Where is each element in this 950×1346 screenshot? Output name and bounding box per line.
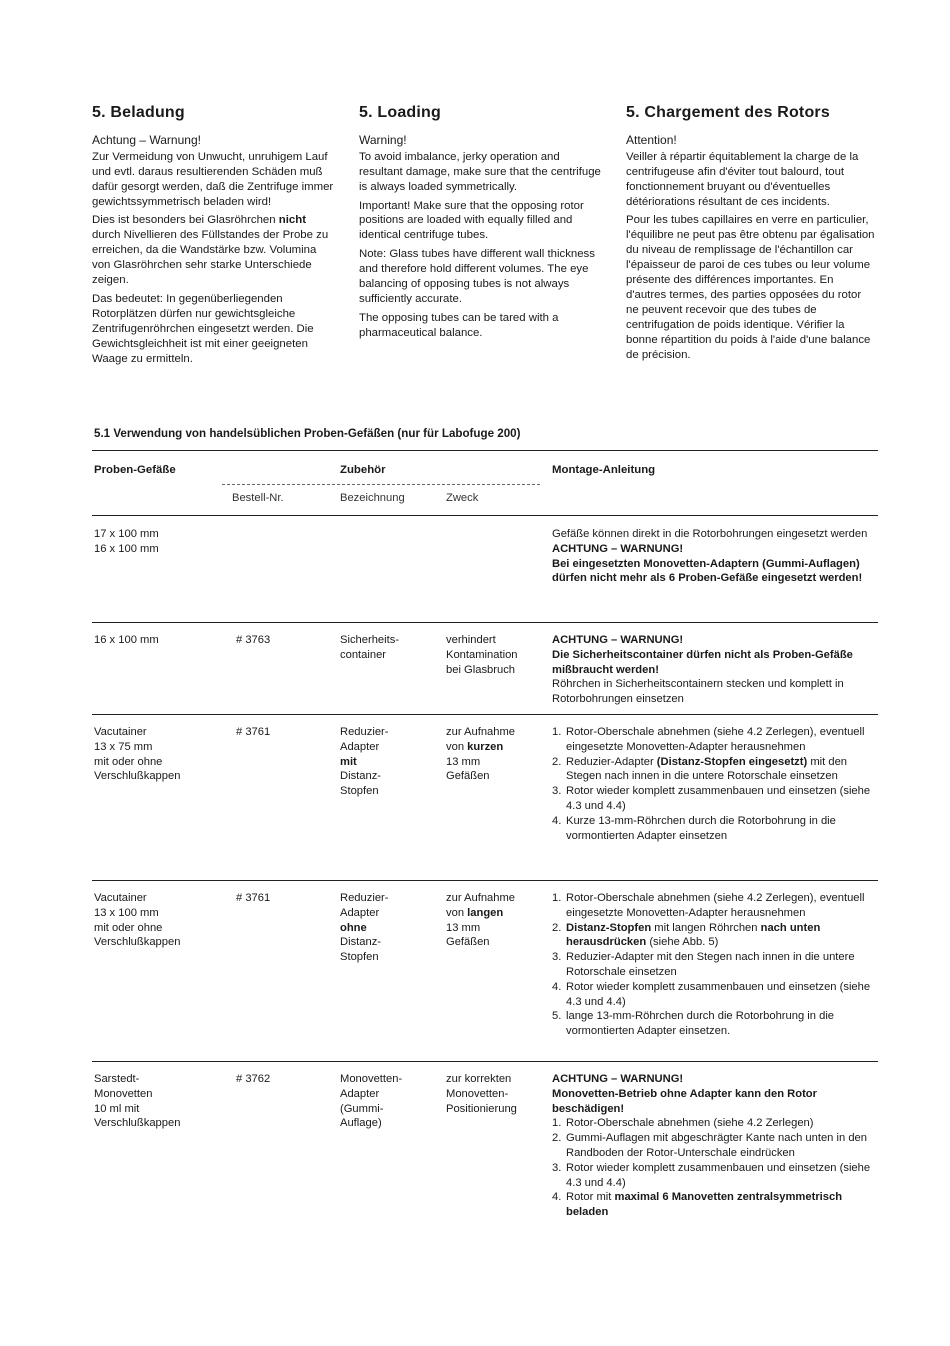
row5-step-1: 1. Rotor-Oberschale abnehmen (siehe 4.2 Zerlegen) — [552, 1117, 814, 1130]
english-warning-title: Warning! — [359, 132, 407, 147]
row2-probe: 16 x 100 mm — [94, 634, 159, 646]
row4-step-1: 1. Rotor-Oberschale abnehmen (siehe 4.2 Zerlegen), eventuell eingesetzte Monovetten-Adapter herausnehmen — [552, 892, 865, 919]
header-bottom-rule — [92, 515, 878, 516]
row3-order-number: # 3761 — [236, 726, 271, 738]
table-row-5 — [94, 1072, 878, 1242]
row2-bottom-rule — [92, 714, 878, 715]
german-paragraph-2: Dies ist besonders bei Glasröhrchen nicht durch Nivellieren des Füllstandes der Probe zu erreichen, da die Wandstärke bzw. Volumina von Glasröhrchen sehr starke Unterschiede zeigen. — [92, 214, 329, 287]
row4-step-4: 4. Rotor wieder komplett zusammenbauen und einsetzen (siehe 4.3 und 4.4) — [552, 980, 871, 1008]
german-heading: 5. Beladung — [92, 104, 185, 121]
row2-bezeichnung: Sicherheits- container — [340, 634, 400, 661]
row5-step-3: 3. Rotor wieder komplett zusammenbauen und einsetzen (siehe 4.3 und 4.4) — [552, 1161, 871, 1189]
german-paragraph-3: Das bedeutet: In gegenüberliegenden Rotorplätzen dürfen nur gewichtsgleiche Zentrifugenröhrchen eingesetzt werden. Die Gewichtsgleichheit ist mit einer geeigneten Waage zu ermitteln. — [92, 292, 314, 365]
english-paragraph-4: The opposing tubes can be tared with a pharmaceutical balance. — [359, 311, 559, 339]
german-paragraph-1: Zur Vermeidung von Unwucht, unruhigem Lauf und evtl. daraus resultierenden Schäden muß dafür gesorgt werden, daß die Zentrifuge immer gewichtssymmetrisch beladen wird! — [92, 150, 334, 208]
row2-order-number: # 3763 — [236, 634, 271, 646]
row5-montage: ACHTUNG – WARNUNG! Monovetten-Betrieb ohne Adapter kann den Rotor beschädigen! 1. Rotor-Oberschale abnehmen (siehe 4.2 Zerlegen) 2. Gummi-Auflagen mit abgeschrägter Kante nach unten in den Randboden der Rotor-Unterschale eindrücken 3. Rotor wieder komplett zusammenbauen und einsetzen (siehe 4.3 und 4.4) 4. Rotor mit maximal 6 Manovetten zentralsymmetrisch beladen — [552, 1072, 882, 1220]
table-top-rule — [92, 450, 878, 451]
french-paragraph-1: Veiller à répartir équitablement la charge de la centrifugeuse afin d'éviter tout balourd, tout fonctionnement bruyant ou d'éventuelles détériorations résultant de ces incidents. — [626, 150, 859, 208]
header-montage: Montage-Anleitung — [552, 464, 656, 476]
row5-order-number: # 3762 — [236, 1073, 271, 1085]
french-warning-title: Attention! — [626, 132, 677, 147]
row1-bottom-rule — [92, 622, 878, 623]
english-paragraph-1: To avoid imbalance, jerky operation and resultant damage, make sure that the centrifuge is always loaded symmetrically. — [359, 150, 601, 193]
row4-probe: Vacutainer 13 x 100 mm mit oder ohne Verschlußkappen — [94, 892, 181, 949]
row4-step-3: 3. Reduzier-Adapter mit den Stegen nach innen in die untere Rotorschale einsetzen — [552, 951, 855, 978]
row3-montage — [552, 725, 882, 843]
english-paragraph-3: Note: Glass tubes have different wall thickness and therefore hold different volumes. The eye balancing of opposing tubes is not always sufficiently accurate. — [359, 248, 595, 305]
row2-zweck: verhindert Kontamination bei Glasbruch — [446, 634, 518, 676]
row4-montage — [552, 891, 882, 1039]
row2-montage: ACHTUNG – WARNUNG! Die Sicherheitscontainer dürfen nicht als Proben-Gefäße mißbraucht werden! Röhrchen in Sicherheitscontainern stecken und komplett in Rotorbohrungen einsetzen — [552, 634, 853, 706]
row4-order-number: # 3761 — [236, 892, 271, 904]
row3-step-2: 2. Reduzier-Adapter (Distanz-Stopfen eingesetzt) mit den Stegen nach innen in die untere Rotorschale einsetzen — [552, 755, 848, 783]
header-probe: Proben-Gefäße — [94, 464, 176, 476]
row5-step-4: 4. Rotor mit maximal 6 Manovetten zentralsymmetrisch beladen — [552, 1191, 843, 1219]
row3-step-4: 4. Kurze 13-mm-Röhrchen durch die Rotorbohrung in die vormontierten Adapter einsetzen — [552, 814, 836, 842]
french-paragraph-2: Pour les tubes capillaires en verre en particulier, l'équilibre ne peut pas être obtenu par égalisation du niveau de remplissage de l'échantillon car l'épaisseur de paroi de ces tubes ou leur volume présente des différences importantes. En d'autres termes, des parties opposées du rotor ne peuvent recevoir que des tubes de centrifugation de poids identique. Vérifier la bonne répartition du poids à l'aide d'une balance de précision. — [626, 214, 875, 361]
row1-probe: 17 x 100 mm 16 x 100 mm — [94, 528, 159, 555]
row4-bezeichnung: Reduzier- Adapter ohne Distanz- Stopfen — [340, 892, 389, 964]
header-bezeichnung: Bezeichnung — [340, 492, 405, 504]
english-column — [359, 106, 604, 345]
french-column — [626, 106, 876, 367]
row3-bottom-rule — [92, 880, 878, 881]
row5-zweck: zur korrekten Monovetten- Positionierung — [446, 1073, 517, 1115]
row5-probe: Sarstedt- Monovetten 10 ml mit Verschlußkappen — [94, 1073, 181, 1130]
row4-step-2: 2. Distanz-Stopfen mit langen Röhrchen nach unten herausdrücken (siehe Abb. 5) — [552, 921, 821, 949]
row5-bezeichnung: Monovetten- Adapter (Gummi- Auflage) — [340, 1073, 403, 1130]
table-row-2 — [94, 633, 878, 711]
english-paragraph-2: Important! Make sure that the opposing rotor positions are loaded with equally filled and identical centrifuge tubes. — [359, 199, 584, 242]
row1-montage: Gefäße können direkt in die Rotorbohrungen eingesetzt werden ACHTUNG – WARNUNG! Bei eingesetzten Monovetten-Adaptern (Gummi-Auflagen) dürfen nicht mehr als 6 Proben-Gefäße eingesetzt werden! — [552, 528, 868, 585]
row4-bottom-rule — [92, 1061, 878, 1062]
header-zubehoer: Zubehör — [340, 464, 386, 476]
row3-zweck: zur Aufnahme von kurzen 13 mm Gefäßen — [446, 726, 516, 783]
header-bestell-nr: Bestell-Nr. — [232, 492, 284, 504]
zubehoer-divider — [222, 484, 540, 485]
german-warning-title: Achtung – Warnung! — [92, 132, 201, 147]
row4-zweck: zur Aufnahme von langen 13 mm Gefäßen — [446, 892, 516, 949]
table-row-3 — [94, 725, 878, 875]
english-heading: 5. Loading — [359, 104, 441, 121]
row3-probe: Vacutainer 13 x 75 mm mit oder ohne Verschlußkappen — [94, 726, 181, 783]
row3-step-3: 3. Rotor wieder komplett zusammenbauen und einsetzen (siehe 4.3 und 4.4) — [552, 785, 871, 812]
row4-step-5: 5. lange 13-mm-Röhrchen durch die Rotorbohrung in die vormontierten Adapter einsetzen. — [552, 1010, 835, 1038]
table-row-1 — [94, 527, 878, 617]
table-row-4 — [94, 891, 878, 1056]
header-zweck: Zweck — [446, 492, 479, 504]
row3-step-1: 1. Rotor-Oberschale abnehmen (siehe 4.2 Zerlegen), eventuell eingesetzte Monovetten-Adapter herausnehmen — [552, 726, 865, 753]
row5-step-2: 2. Gummi-Auflagen mit abgeschrägter Kante nach unten in den Randboden der Rotor-Unterschale eindrücken — [552, 1132, 867, 1159]
german-column — [92, 106, 337, 371]
row3-bezeichnung: Reduzier- Adapter mit Distanz- Stopfen — [340, 726, 389, 798]
french-heading: 5. Chargement des Rotors — [626, 104, 830, 121]
section-title: 5.1 Verwendung von handelsüblichen Proben-Gefäßen (nur für Labofuge 200) — [94, 427, 521, 440]
